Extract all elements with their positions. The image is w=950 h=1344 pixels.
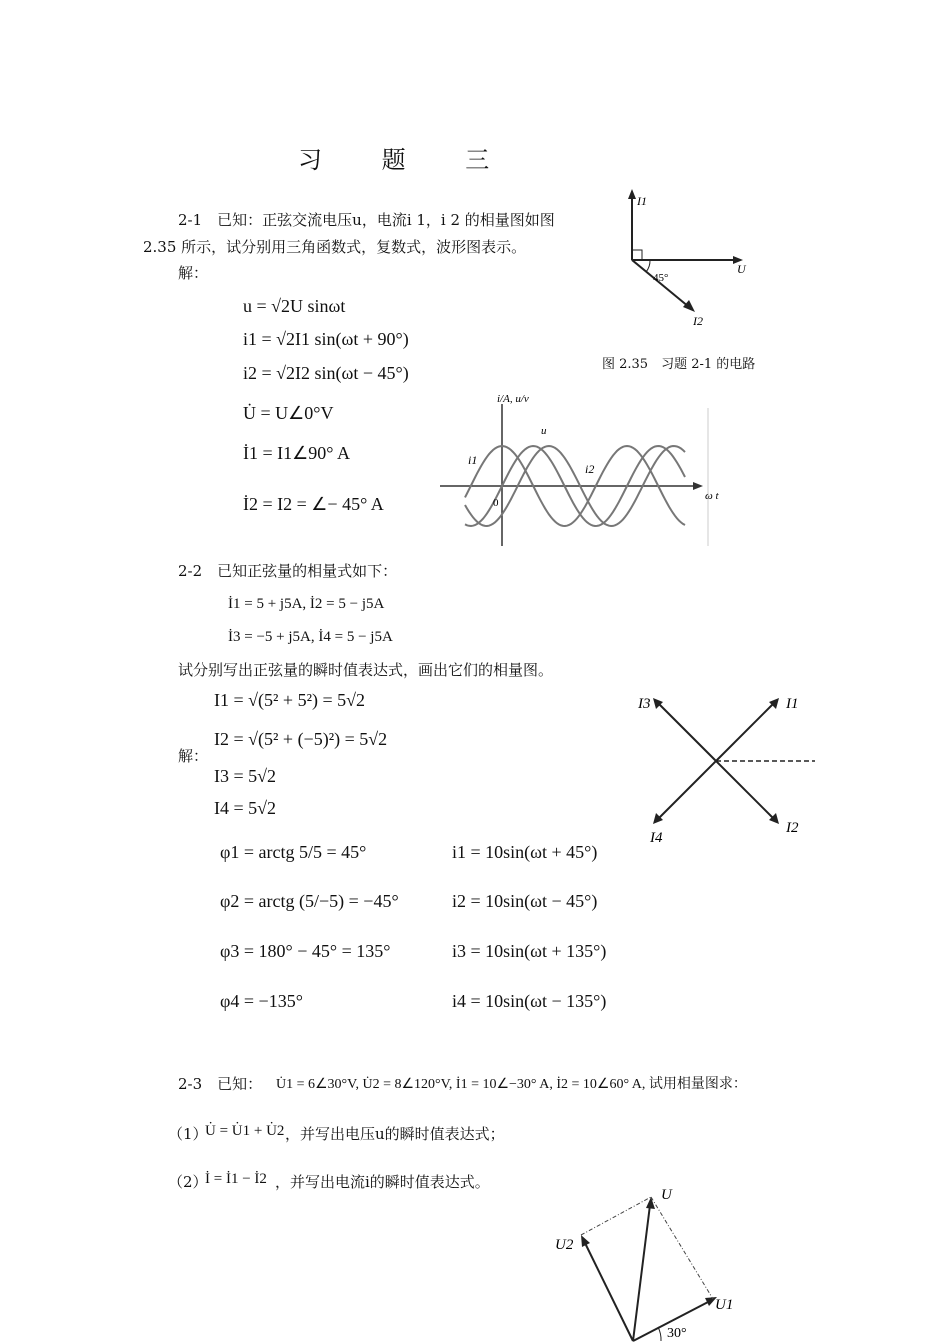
wave-label-u: u xyxy=(541,425,547,437)
problem-2-3-given: U̇1 = 6∠30°V, U̇2 = 8∠120°V, İ1 = 10∠−30° A, İ2 = 10∠60° A, 试用相量图求： xyxy=(276,1077,747,1092)
inst-i3: i3 = 10sin(ωt + 135°) xyxy=(452,941,607,961)
fig2-label-i4: I4 xyxy=(650,830,663,846)
fig3-label-u1: U1 xyxy=(715,1297,734,1313)
eq-given-i1-i2: İ1 = 5 + j5A, İ2 = 5 − j5A xyxy=(228,596,385,612)
phi-3: φ3 = 180° − 45° = 135° xyxy=(220,941,391,961)
figure-2-35-caption: 图 2.35 习题 2-1 的电路 xyxy=(602,357,756,372)
fig3-label-u: U xyxy=(661,1187,672,1203)
phi-4: φ4 = −135° xyxy=(220,991,303,1011)
mag-i4: I4 = 5√2 xyxy=(214,798,277,818)
fig1-label-u: U xyxy=(737,262,746,276)
problem-2-2-line2: 试分别写出正弦量的瞬时值表达式，画出它们的相量图。 xyxy=(178,661,554,679)
problem-2-3-phasor-diagram xyxy=(545,1183,765,1343)
wave-label-i2: i2 xyxy=(585,462,595,476)
figure-2-35-phasor-diagram xyxy=(615,185,775,335)
wave-axis-y-label: i/A, u/v xyxy=(497,393,529,405)
mag-i3: I3 = 5√2 xyxy=(214,766,277,786)
problem-2-3-label: 2-3 已知： xyxy=(178,1075,263,1093)
question-1-eq: U̇ = U̇1 + U̇2 xyxy=(205,1123,285,1139)
solution-label-2: 解： xyxy=(178,747,209,765)
fig1-label-i1: I1 xyxy=(637,194,647,208)
problem-2-1-line2: 2.35 所示，试分别用三角函数式，复数式，波形图表示。 xyxy=(143,238,527,256)
question-1-text: ，并写出电压u的瞬时值表达式； xyxy=(285,1125,505,1143)
eq-i1: i1 = √2I1 sin(ωt + 90°) xyxy=(243,329,409,349)
inst-i1: i1 = 10sin(ωt + 45°) xyxy=(452,842,598,862)
eq-U-phasor: U̇ = U∠0°V xyxy=(243,403,334,423)
wave-axis-x-label: ω t xyxy=(705,490,719,502)
phi-1: φ1 = arctg 5/5 = 45° xyxy=(220,842,367,862)
question-1-label: （1） xyxy=(168,1125,208,1143)
mag-i1: I1 = √(5² + 5²) = 5√2 xyxy=(214,690,365,710)
phi-2: φ2 = arctg (5/−5) = −45° xyxy=(220,891,399,911)
solution-label-1: 解： xyxy=(178,264,209,282)
problem-2-1-line1: 2-1 已知：正弦交流电压u，电流i 1，i 2 的相量图如图 xyxy=(178,211,555,229)
inst-i4: i4 = 10sin(ωt − 135°) xyxy=(452,991,607,1011)
waveform-figure xyxy=(435,390,735,550)
fig3-angle-label: 30° xyxy=(667,1326,687,1341)
wave-origin-label: 0 xyxy=(493,497,499,509)
fig1-angle-label: 45° xyxy=(653,272,669,284)
question-2-label: （2） xyxy=(168,1173,208,1191)
problem-2-2-phasor-diagram xyxy=(630,690,830,860)
fig2-label-i1: I1 xyxy=(786,696,799,712)
question-2-eq: İ = İ1 − İ2 xyxy=(205,1171,267,1187)
eq-i2: i2 = √2I2 sin(ωt − 45°) xyxy=(243,363,409,383)
eq-I1-phasor: İ1 = I1∠90° A xyxy=(243,443,350,463)
problem-2-2-line1: 2-2 已知正弦量的相量式如下： xyxy=(178,562,398,580)
fig1-label-i2: I2 xyxy=(693,314,703,328)
fig2-label-i3: I3 xyxy=(638,696,651,712)
inst-i2: i2 = 10sin(ωt − 45°) xyxy=(452,891,598,911)
page-title: 习 题 三 xyxy=(298,146,516,174)
fig3-label-u2: U2 xyxy=(555,1237,574,1253)
mag-i2: I2 = √(5² + (−5)²) = 5√2 xyxy=(214,729,388,749)
eq-given-i3-i4: İ3 = −5 + j5A, İ4 = 5 − j5A xyxy=(228,629,393,645)
eq-u: u = √2U sinωt xyxy=(243,296,346,316)
eq-I2-phasor: İ2 = I2 = ∠− 45° A xyxy=(243,494,384,514)
wave-label-i1: i1 xyxy=(468,453,478,467)
question-2-text: ，并写出电流i的瞬时值表达式。 xyxy=(275,1173,490,1191)
fig2-label-i2: I2 xyxy=(786,820,799,836)
